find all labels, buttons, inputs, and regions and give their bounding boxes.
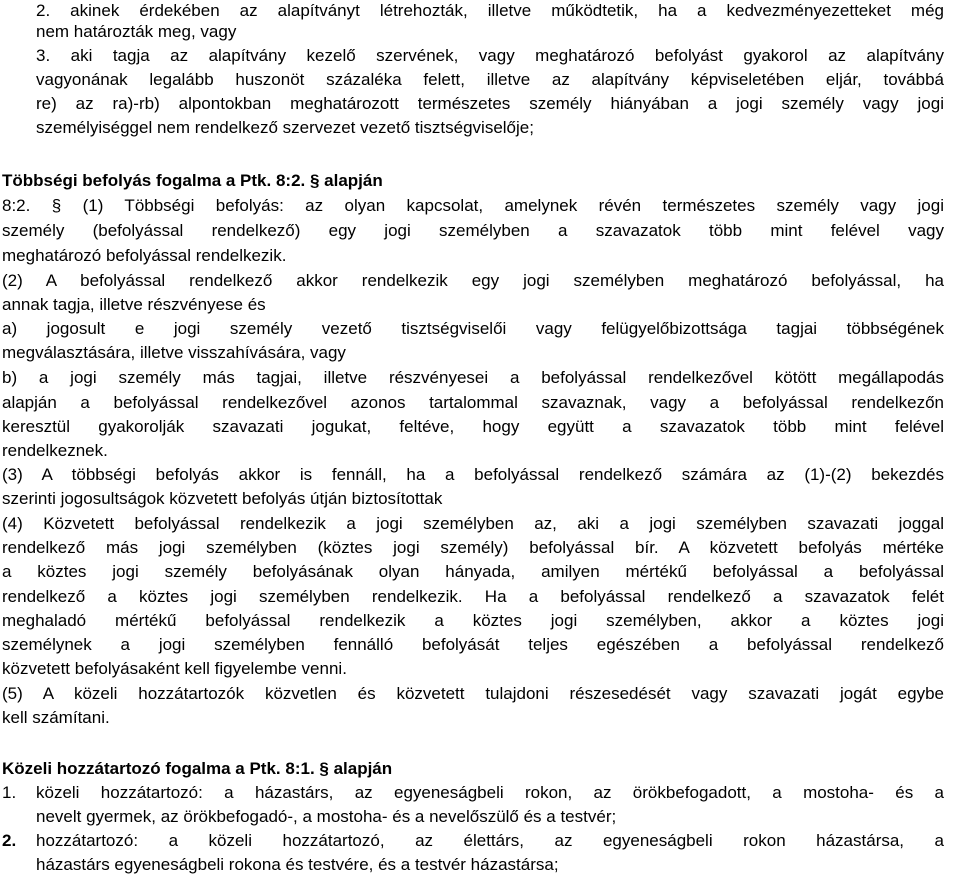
text-line: alapján a befolyással rendelkezővel azonos tartalommal szavaznak, vagy a befolyással rendelkezőn <box>2 393 944 412</box>
list-item-text: közeli hozzátartozó: a házastárs, az egyeneságbeli rokon, az örökbefogadott, a mostoha- és a <box>36 783 944 802</box>
text-line: meghatározó befolyással rendelkezik. <box>2 246 287 265</box>
text-line: nem határozták meg, vagy <box>36 22 237 41</box>
text-line: közvetett befolyásaként kell figyelembe venni. <box>2 659 347 678</box>
text-line: rendelkező a köztes jogi személyben rendelkezik. Ha a befolyással rendelkező a szavazatok felét <box>2 587 944 606</box>
text-line: (2) A befolyással rendelkező akkor rendelkezik egy jogi személyben meghatározó befolyással, ha <box>2 271 944 290</box>
text-line: (4) Közvetett befolyással rendelkezik a jogi személyben az, aki a jogi személyben szavazati joggal <box>2 514 944 533</box>
text-line: meghaladó mértékű befolyással rendelkezik a köztes jogi személyben, akkor a köztes jogi <box>2 611 944 630</box>
text-line: b) a jogi személy más tagjai, illetve részvényesei a befolyással rendelkezővel kötött megállapodás <box>2 368 944 387</box>
text-line: személynek a jogi személyben fennálló befolyását teljes egészében a befolyással rendelkező <box>2 635 944 654</box>
list-item-number: 1. <box>2 783 17 802</box>
section-heading-majority-influence: Többségi befolyás fogalma a Ptk. 8:2. § alapján <box>2 171 383 190</box>
text-line: (3) A többségi befolyás akkor is fennáll, ha a befolyással rendelkező számára az (1)-(2) bekezdés <box>2 465 944 484</box>
text-line: a) jogosult e jogi személy vezető tisztségviselői vagy felügyelőbizottsága tagjai többségének <box>2 319 944 338</box>
section-heading-close-relative: Közeli hozzátartozó fogalma a Ptk. 8:1. § alapján <box>2 759 393 778</box>
text-line: keresztül gyakorolják szavazati jogukat, feltéve, hogy együtt a szavazatok több mint felével <box>2 417 944 436</box>
text-line: megválasztására, illetve visszahívására, vagy <box>2 343 346 362</box>
text-line: rendelkező más jogi személyben (köztes jogi személy) befolyással bír. A közvetett befolyás mértéke <box>2 538 944 557</box>
list-item-text: házastárs egyeneságbeli rokona és testvére, és a testvér házastársa; <box>36 855 559 874</box>
text-line: rendelkeznek. <box>2 441 108 460</box>
text-line: a köztes jogi személy befolyásának olyan hányada, amilyen mértékű befolyással a befolyással <box>2 562 944 581</box>
text-line: vagyonának legalább huszonöt százaléka felett, illetve az alapítvány képviseletében eljár, továbbá <box>36 70 944 89</box>
text-line: 2. akinek érdekében az alapítványt létrehozták, illetve működtetik, ha a kedvezményezetteket még <box>36 1 944 20</box>
list-item-number: 2. <box>2 831 17 850</box>
text-line: személy (befolyással rendelkező) egy jogi személyben a szavazatok több mint felével vagy <box>2 221 944 240</box>
text-line: 3. aki tagja az alapítvány kezelő szervének, vagy meghatározó befolyást gyakorol az alapítvány <box>36 46 944 65</box>
list-item-text: nevelt gyermek, az örökbefogadó-, a mostoha- és a nevelőszülő és a testvér; <box>36 807 617 826</box>
text-line: szerinti jogosultságok közvetett befolyás útján biztosítottak <box>2 489 443 508</box>
text-line: személyiséggel nem rendelkező szervezet vezető tisztségviselője; <box>36 118 534 137</box>
list-item-text: hozzátartozó: a közeli hozzátartozó, az élettárs, az egyeneságbeli rokon házastársa, a <box>36 831 944 850</box>
text-line: 8:2. § (1) Többségi befolyás: az olyan kapcsolat, amelynek révén természetes személy vagy jogi <box>2 196 944 215</box>
text-line: (5) A közeli hozzátartozók közvetlen és közvetett tulajdoni részesedését vagy szavazati jogát egybe <box>2 684 944 703</box>
text-line: annak tagja, illetve részvényese és <box>2 295 266 314</box>
text-line: re) az ra)-rb) alpontokban meghatározott természetes személy hiányában a jogi személy vagy jogi <box>36 94 944 113</box>
text-line: kell számítani. <box>2 708 110 727</box>
